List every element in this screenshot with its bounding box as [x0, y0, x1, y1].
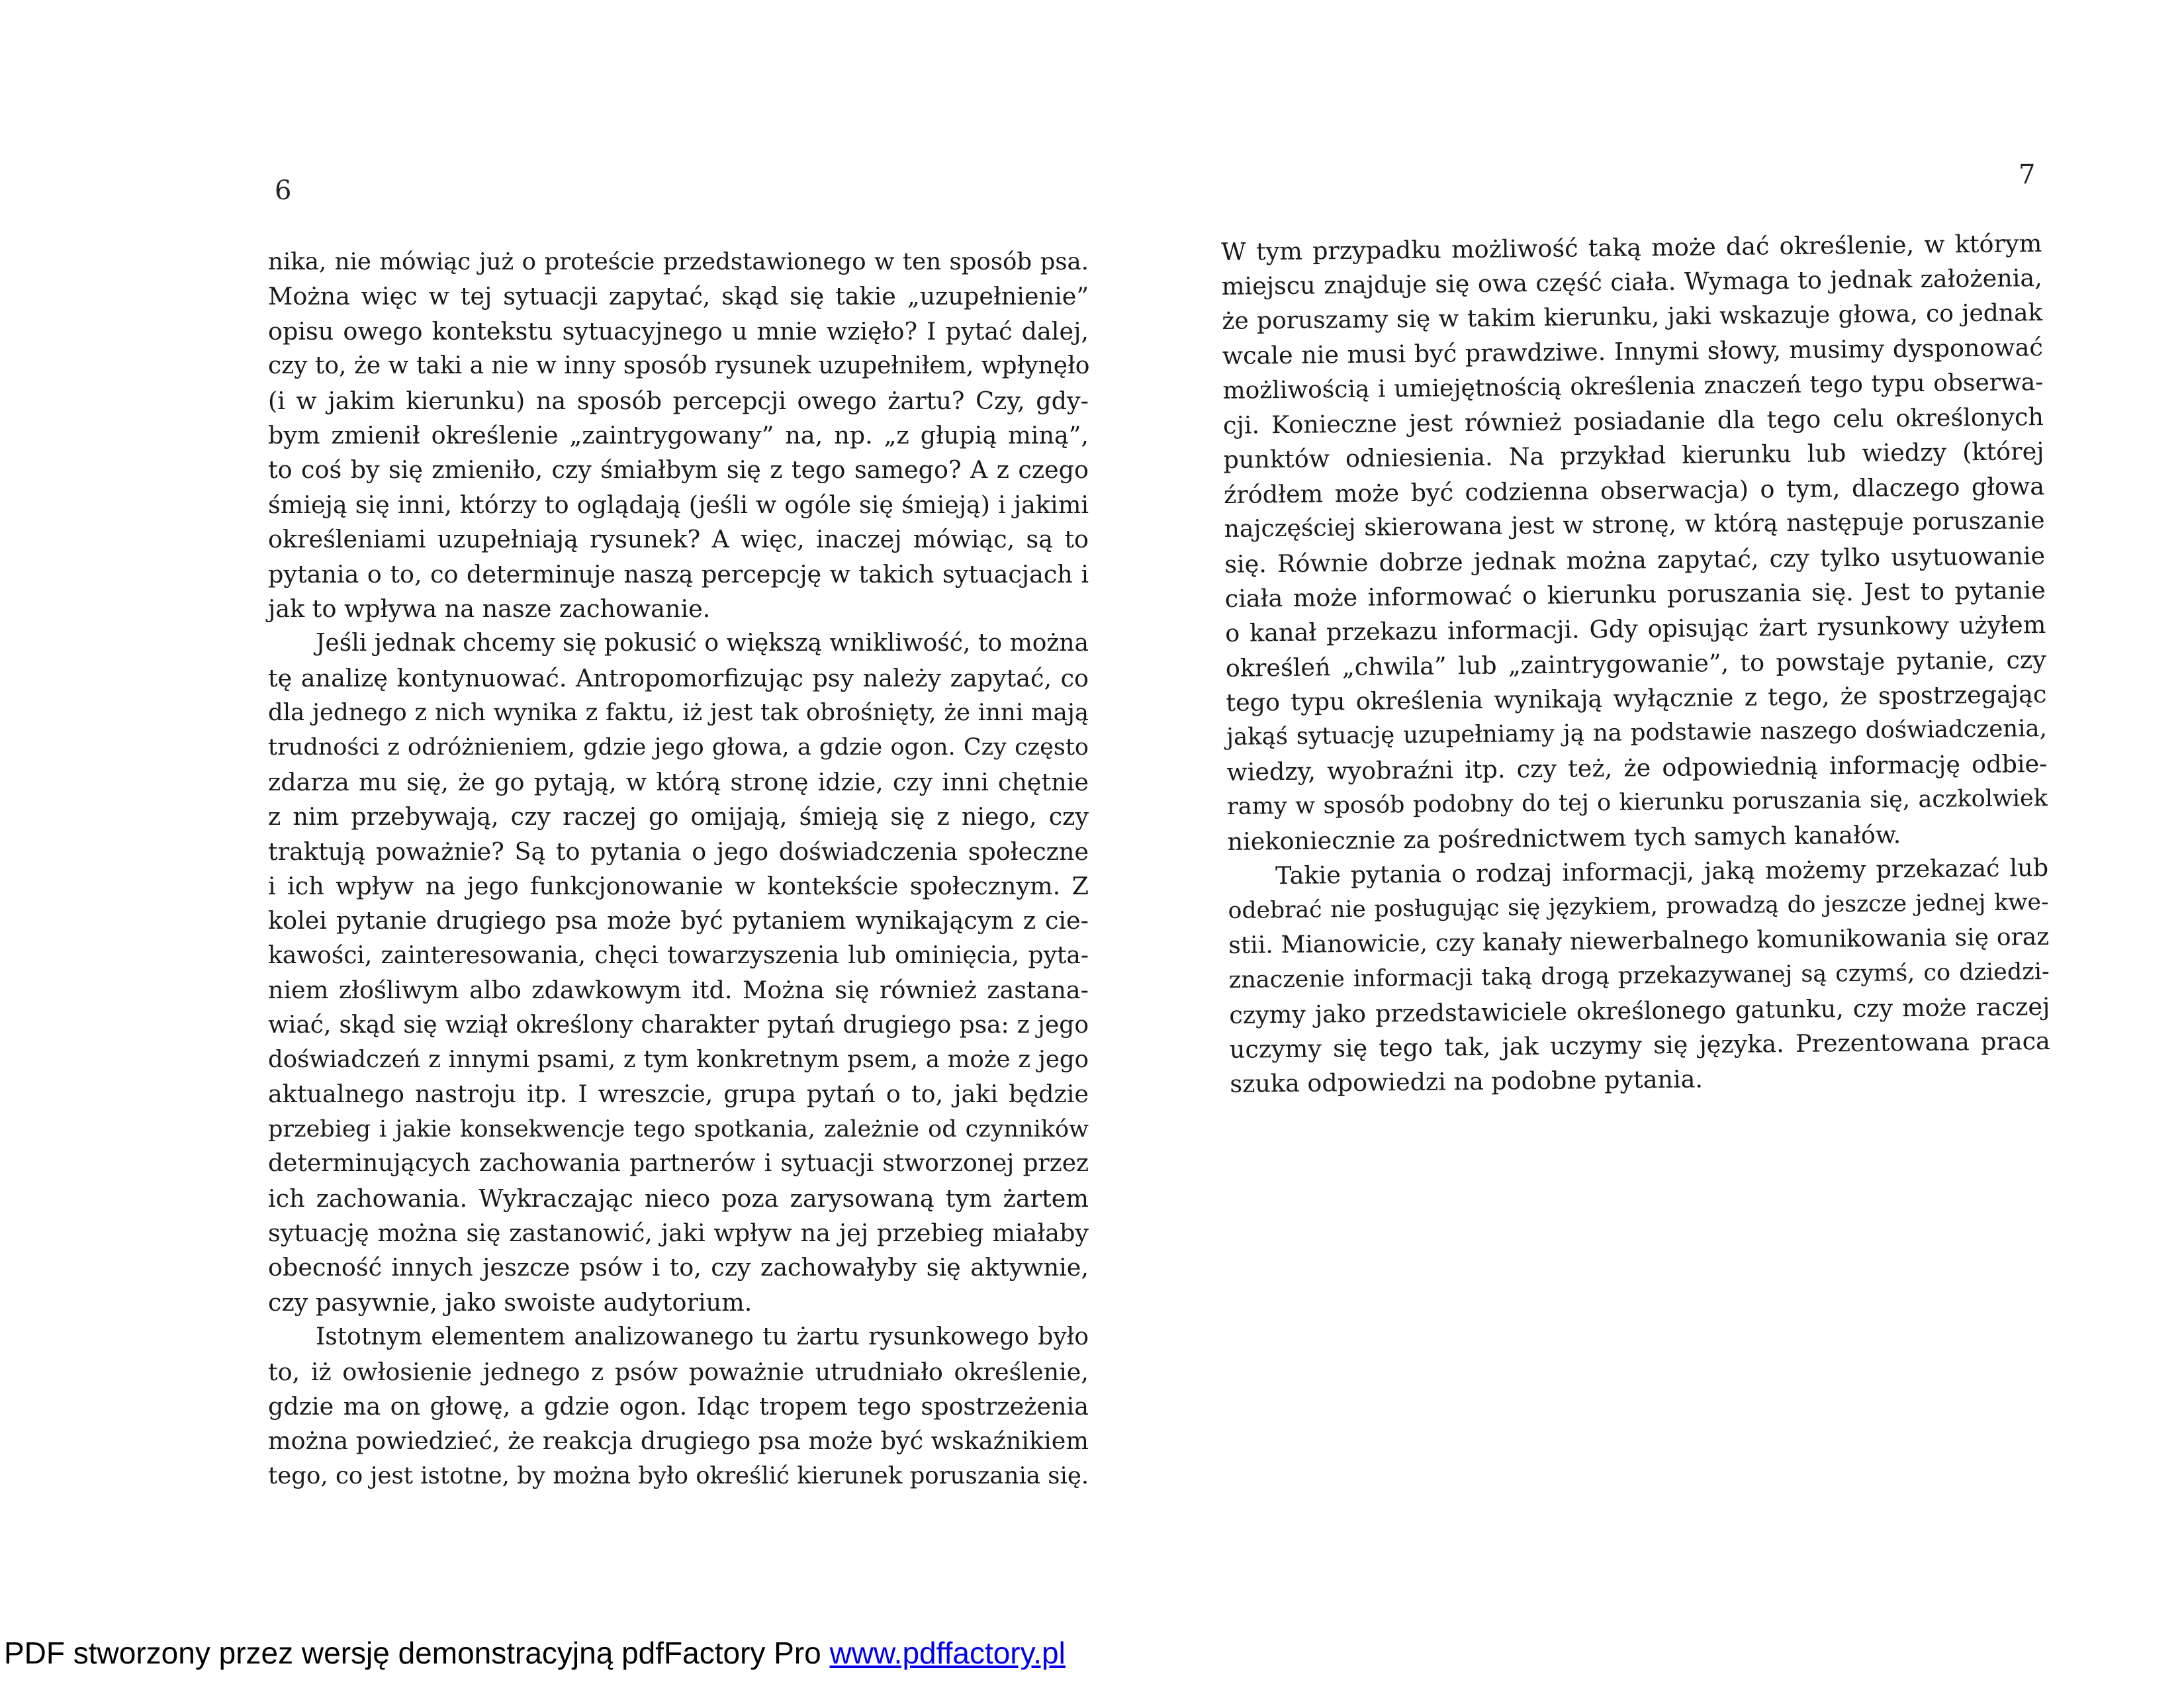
text-line: źródłem może być codzienna obserwacja) o tym, dlaczego głowa — [1223, 471, 2045, 509]
text-line: (i w jakim kierunku) na sposób percepcji owego żartu? Czy, gdy- — [268, 386, 1089, 415]
text-line: odebrać nie posługując się językiem, prowadzą do jeszcze jednej kwe- — [1228, 889, 2049, 925]
text-line: można powiedzieć, że reakcja drugiego psa może być wskaźnikiem — [268, 1427, 1089, 1456]
text-line: śmieją się inni, którzy to oglądają (jeśli w ogóle się śmieją) i jakimi — [268, 490, 1089, 519]
text-line: trudności z odróżnieniem, gdzie jego głowa, a gdzie ogon. Czy często — [268, 734, 1089, 761]
text-line: wiedzy, wyobraźni itp. czy też, że odpowiednią informację odbie- — [1226, 749, 2048, 786]
text-line: że poruszamy się w takim kierunku, jaki wskazuje głowa, co jednak — [1222, 299, 2043, 335]
text-line: czy pasywnie, jako swoiste audytorium. — [268, 1288, 752, 1317]
text-line: kawości, zainteresowania, chęci towarzyszenia lub ominięcia, pyta- — [268, 941, 1089, 969]
text-line: wiać, skąd się wziął określony charakter pytań drugiego psa: z jego — [268, 1011, 1089, 1039]
text-line: nika, nie mówiąc już o proteście przedstawionego w ten sposób psa. — [268, 248, 1089, 275]
text-line: gdzie ma on głowę, a gdzie ogon. Idąc tropem tego spostrzeżenia — [268, 1391, 1089, 1421]
text-line: to coś by się zmieniło, czy śmiałbym się z tego samego? A z czego — [268, 455, 1089, 485]
left-page-text — [268, 245, 1089, 1493]
text-line: Istotnym elementem analizowanego tu żartu rysunkowego było — [316, 1323, 1089, 1351]
text-line: to, iż owłosienie jednego z psów poważnie utrudniało określenie, — [268, 1357, 1089, 1386]
text-line: dla jednego z nich wynika z faktu, iż jest tak obrośnięty, że inni mają — [268, 699, 1089, 727]
footer-link[interactable]: www.pdffactory.pl — [829, 1636, 1066, 1670]
text-line: punktów odniesienia. Na przykład kierunku lub wiedzy (której — [1223, 437, 2044, 475]
text-line: traktują poważnie? Są to pytania o jego doświadczenia społeczne — [268, 837, 1089, 866]
text-line: W tym przypadku możliwość taką może dać określenie, w którym — [1221, 229, 2042, 266]
text-line: zdarza mu się, że go pytają, w którą stronę idzie, czy inni chętnie — [268, 767, 1089, 796]
text-line: pytania o to, co determinuje naszą percepcję w takich sytuacjach i — [268, 559, 1089, 588]
text-line: Takie pytania o rodzaj informacji, jaką możemy przekazać lub — [1275, 853, 2049, 890]
text-line: niekoniecznie za pośrednictwem tych samych kanałów. — [1227, 820, 1901, 856]
text-line: jak to wpływa na nasze zachowanie. — [268, 594, 711, 623]
text-line: szuka odpowiedzi na podobne pytania. — [1230, 1064, 1704, 1099]
right-page-text — [1221, 226, 2051, 1102]
text-line: obecność innych jeszcze psów i to, czy zachowałyby się aktywnie, — [268, 1253, 1089, 1282]
text-line: możliwością i umiejętnością określenia znaczeń tego typu obserwa- — [1222, 368, 2044, 404]
text-line: ich zachowania. Wykraczając nieco poza zarysowaną tym żartem — [268, 1184, 1089, 1213]
text-line: miejscu znajduje się owa część ciała. Wymaga to jednak założenia, — [1221, 263, 2042, 301]
text-line: Można więc w tej sytuacji zapytać, skąd się takie „uzupełnienie” — [268, 282, 1089, 311]
text-line: określeń „chwila” lub „zaintrygowanie”, to powstaje pytanie, czy — [1225, 645, 2047, 682]
text-line: uczymy się tego tak, jak uczymy się języka. Prezentowana praca — [1229, 1026, 2051, 1064]
text-line: o kanał przekazu informacji. Gdy opisując żart rysunkowy użyłem — [1225, 610, 2046, 648]
text-line: określeniami uzupełniają rysunek? A więc, inaczej mówiąc, są to — [268, 525, 1089, 554]
text-line: stii. Mianowicie, czy kanały niewerbalnego komunikowania się oraz — [1228, 923, 2050, 959]
pdf-footer — [4, 1635, 1066, 1671]
text-line: przebieg i jakie konsekwencje tego spotkania, zależnie od czynników — [268, 1115, 1089, 1143]
text-line: cji. Konieczne jest również posiadanie dla tego celu określonych — [1222, 402, 2044, 440]
text-line: bym zmienił określenie „zaintrygowany” na, np. „z głupią miną”, — [268, 420, 1089, 449]
text-line: jakąś sytuację uzupełniamy ją na podstawie naszego doświadczenia, — [1226, 715, 2048, 751]
text-line: niem złośliwym albo zdawkowym itd. Można się również zastana- — [268, 976, 1089, 1005]
text-line: opisu owego kontekstu sytuacyjnego u mnie wzięło? I pytać dalej, — [268, 316, 1089, 346]
text-line: tego typu określenia wynikają wyłącznie z tego, że spostrzegając — [1226, 680, 2047, 718]
footer-text: PDF stworzony przez wersję demonstracyjną pdfFactory Pro — [4, 1636, 830, 1670]
text-line: tego, co jest istotne, by można było określić kierunek poruszania się. — [268, 1462, 1089, 1489]
page-number-left: 6 — [275, 175, 292, 206]
text-line: i ich wpływ na jego funkcjonowanie w kontekście społecznym. Z — [268, 872, 1089, 901]
page-number-right: 7 — [2019, 160, 2036, 190]
text-line: czymy jako przedstawiciele określonego gatunku, czy może raczej — [1229, 992, 2050, 1029]
text-line: tę analizę kontynuować. Antropomorfizując psy należy zapytać, co — [268, 663, 1089, 692]
text-line: czy to, że w taki a nie w inny sposób rysunek uzupełniłem, wpłynęło — [268, 352, 1090, 380]
text-line: ramy w sposób podobny do tej o kierunku poruszania się, aczkolwiek — [1226, 785, 2048, 821]
text-line: najczęściej skierowana jest w stronę, w którą następuje poruszanie — [1224, 507, 2045, 543]
text-line: sytuację można się zastanowić, jaki wpływ na jej przebieg miałaby — [268, 1218, 1089, 1247]
text-line: z nim przebywają, czy raczej go omijają, śmieją się z niego, czy — [268, 802, 1089, 831]
text-line: ciała może informować o kierunku poruszania się. Jest to pytanie — [1224, 575, 2046, 613]
text-line: się. Równie dobrze jednak można zapytać, czy tylko usytuowanie — [1224, 541, 2046, 579]
text-line: determinujących zachowania partnerów i sytuacji stworzonej przez — [268, 1150, 1089, 1178]
text-line: doświadczeń z innymi psami, z tym konkretnym psem, a może z jego — [268, 1045, 1089, 1073]
text-line: Jeśli jednak chcemy się pokusić o większą wnikliwość, to można — [316, 630, 1089, 657]
text-line: znaczenie informacji taką drogą przekazywanej są czymś, co dziedzi- — [1228, 959, 2050, 994]
text-line: kolei pytanie drugiego psa może być pytaniem wynikającym z cie- — [268, 906, 1089, 935]
text-line: wcale nie musi być prawdziwe. Innymi słowy, musimy dysponować — [1222, 333, 2044, 371]
text-line: aktualnego nastroju itp. I wreszcie, grupa pytań o to, jaki będzie — [268, 1080, 1089, 1109]
